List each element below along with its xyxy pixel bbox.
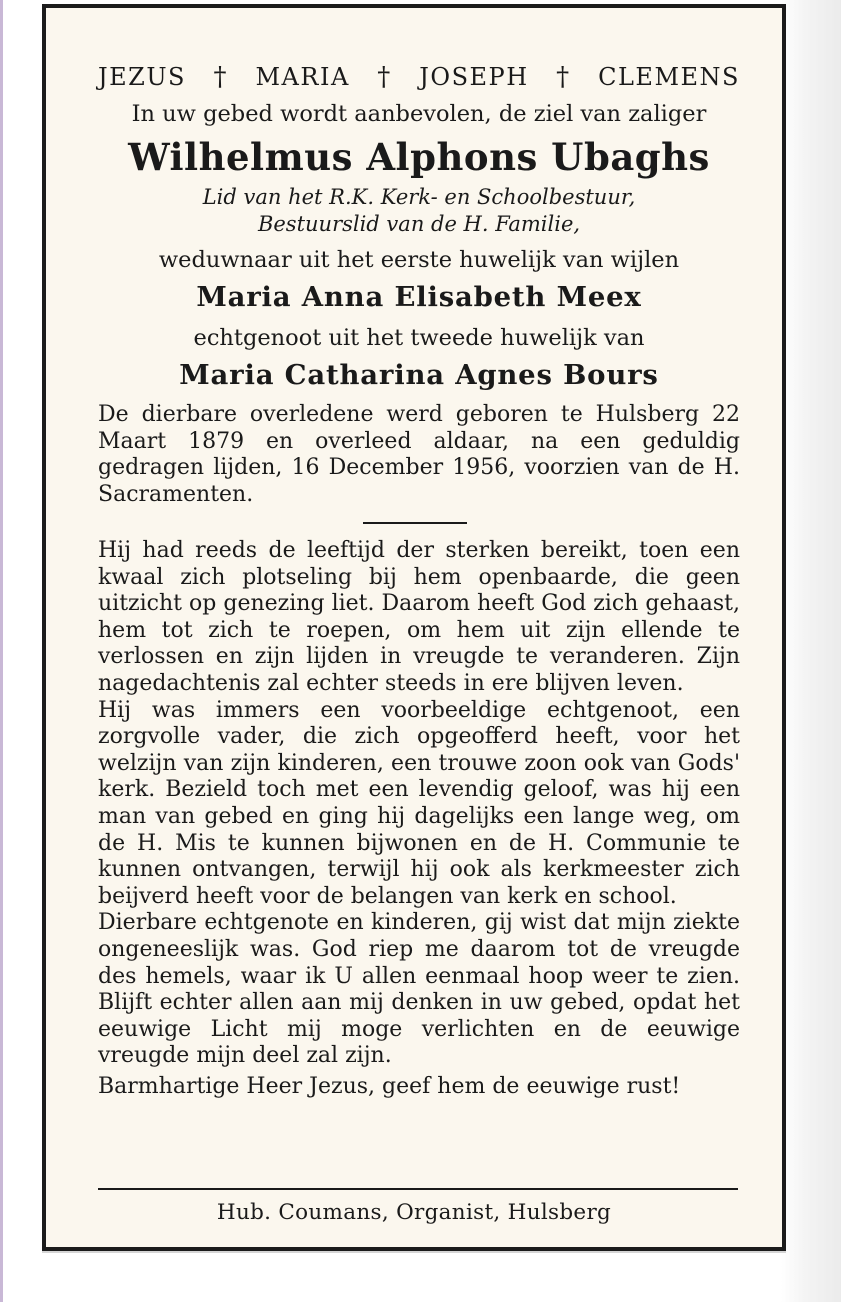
scan-edge-left xyxy=(0,0,3,1302)
deceased-role-2: Bestuurslid van de H. Familie, xyxy=(257,212,581,236)
first-marriage-text: weduwnaar uit het eerste huwelijk van wijlen xyxy=(158,247,680,273)
closing-prayer: Barmhartige Heer Jezus, geef hem de eeuwige rust! xyxy=(98,1073,681,1099)
scan-shadow xyxy=(42,1251,786,1253)
printer-footer: Hub. Coumans, Organist, Hulsberg xyxy=(216,1200,612,1225)
header-name-jezus: JEZUS xyxy=(98,63,186,91)
first-spouse-name: Maria Anna Elisabeth Meex xyxy=(196,281,642,313)
cross-icon: † xyxy=(556,62,571,92)
divider-short xyxy=(363,522,467,524)
card-content xyxy=(98,60,740,1102)
paragraph-1: Hij had reeds de leeftijd der sterken bereikt, toen een kwaal zich plotseling bij hem openbaarde, die geen uitzicht op genezing liet. Daarom heeft God zich gehaast, hem tot zich te roepen, om hem uit zijn ellende te verlossen en zijn lijden in vreugde te veranderen. Zijn nagedachtenis zal echter steeds in ere blijven leven. xyxy=(98,538,740,696)
paragraph-3: Dierbare echtgenote en kinderen, gij wist dat mijn ziekte ongeneeslijk was. God riep me daarom tot de vreugde des hemels, waar ik U allen eenmaal hoop weer te zien. Blijft echter allen aan mij denken in uw gebed, opdat het eeuwige Licht mij moge verlichten en de eeuwige vreugde mijn deel zal zijn. xyxy=(98,910,740,1069)
second-marriage-text: echtgenoot uit het tweede huwelijk van xyxy=(193,325,645,351)
header-name-maria: MARIA xyxy=(255,63,350,91)
second-spouse-name: Maria Catharina Agnes Bours xyxy=(179,359,659,391)
cross-icon: † xyxy=(213,62,228,92)
header-holy-names xyxy=(98,60,740,94)
intro-text: In uw gebed wordt aanbevolen, de ziel van zaliger xyxy=(131,101,707,127)
deceased-name: Wilhelmus Alphons Ubaghs xyxy=(128,135,710,179)
scan-edge-right xyxy=(781,0,841,1302)
header-name-clemens: CLEMENS xyxy=(598,63,740,91)
biography: De dierbare overledene werd geboren te Hulsberg 22 Maart 1879 en overleed aldaar, na een geduldig gedragen lijden, 16 December 1956, voorzien van de H. Sacramenten. xyxy=(98,402,740,507)
cross-icon: † xyxy=(377,62,392,92)
divider-long xyxy=(98,1188,738,1190)
header-name-joseph: JOSEPH xyxy=(419,63,529,91)
memorial-card xyxy=(42,4,786,1251)
paragraph-2: Hij was immers een voorbeeldige echtgenoot, een zorgvolle vader, die zich opgeofferd heeft, voor het welzijn van zijn kinderen, een trouwe zoon ook van Gods' kerk. Bezield toch met een levendig geloof, was hij een man van gebed en ging hij dagelijks een lange weg, om de H. Mis te kunnen bijwonen en de H. Communie te kunnen ontvangen, terwijl hij ook als kerkmeester zich beijverd heeft voor de belangen van kerk en school. xyxy=(98,697,740,909)
deceased-role-1: Lid van het R.K. Kerk- en Schoolbestuur, xyxy=(202,185,636,209)
